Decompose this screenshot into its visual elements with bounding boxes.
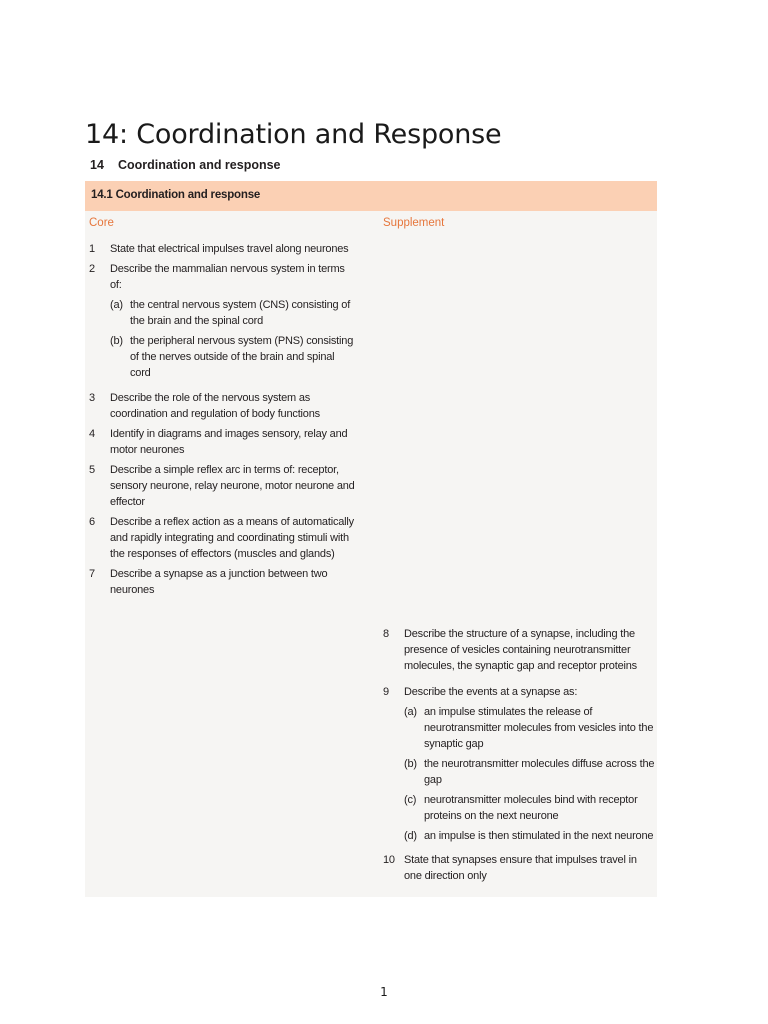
- objective-number: 5: [89, 464, 95, 476]
- objective-text: Identify in diagrams and images sensory, relay and motor neurones: [110, 428, 348, 456]
- objective-number: 2: [89, 263, 95, 275]
- objective-text: Describe a synapse as a junction between two neurones: [110, 568, 328, 596]
- syllabus-table: [85, 181, 657, 897]
- subpoint-label: (c): [404, 794, 417, 806]
- page-number: 1: [380, 985, 388, 999]
- page-title: 14: Coordination and Response: [85, 119, 502, 150]
- objective-number: 1: [89, 243, 95, 255]
- objective-number: 3: [89, 392, 95, 404]
- subpoint-label: (b): [404, 758, 417, 770]
- core-column-heading: Core: [89, 217, 114, 229]
- subpoint-text: an impulse stimulates the release of neurotransmitter molecules from vesicles into the synaptic gap: [424, 706, 654, 750]
- objective-text: Describe a simple reflex arc in terms of: receptor, sensory neurone, relay neurone, motor neurone and effector: [110, 464, 355, 508]
- objective-number: 6: [89, 516, 95, 528]
- core-objective: [89, 261, 357, 381]
- subpoint-text: an impulse is then stimulated in the next neurone: [424, 830, 654, 842]
- objective-subpoint: [404, 756, 657, 788]
- subpoint-text: the peripheral nervous system (PNS) consisting of the nerves outside of the brain and spinal cord: [130, 335, 354, 379]
- objective-number: 10: [383, 854, 395, 866]
- core-objective: [89, 426, 357, 458]
- objective-number: 7: [89, 568, 95, 580]
- objective-subpoint: [404, 792, 657, 824]
- subpoint-text: the central nervous system (CNS) consisting of the brain and the spinal cord: [130, 299, 351, 327]
- section-number: 14: [90, 158, 104, 172]
- subpoint-label: (a): [110, 299, 123, 311]
- objective-text: Describe the role of the nervous system as coordination and regulation of body functions: [110, 392, 320, 420]
- subpoint-text: neurotransmitter molecules bind with receptor proteins on the next neurone: [424, 794, 638, 822]
- objective-subpoint: [110, 333, 357, 381]
- objective-text: Describe the mammalian nervous system in terms of:: [110, 263, 345, 291]
- objective-text: Describe the events at a synapse as:: [404, 686, 578, 698]
- subsection-band: [85, 181, 657, 211]
- supplement-objective: [383, 852, 657, 884]
- core-objective: [89, 566, 357, 598]
- supplement-column-heading: Supplement: [383, 217, 445, 229]
- subpoint-label: (b): [110, 335, 123, 347]
- core-objective: [89, 241, 357, 257]
- supplement-column: [383, 626, 657, 889]
- core-objective: [89, 390, 357, 422]
- core-column: [89, 241, 357, 603]
- objective-text: State that synapses ensure that impulses travel in one direction only: [404, 854, 637, 882]
- subpoint-label: (a): [404, 706, 417, 718]
- section-title: Coordination and response: [118, 158, 281, 172]
- core-objective: [89, 462, 357, 510]
- objective-text: State that electrical impulses travel along neurones: [110, 243, 349, 255]
- core-objective: [89, 514, 357, 562]
- section-heading: [90, 158, 281, 172]
- supplement-objective: [383, 684, 657, 844]
- syllabus-excerpt: [85, 153, 657, 897]
- objective-text: Describe a reflex action as a means of automatically and rapidly integrating and coordinating stimuli with the responses of effectors (muscles and glands): [110, 516, 354, 560]
- supplement-objective: [383, 626, 657, 674]
- subsection-title: 14.1 Coordination and response: [91, 189, 261, 201]
- subpoint-text: the neurotransmitter molecules diffuse across the gap: [424, 758, 655, 786]
- objective-number: 8: [383, 628, 389, 640]
- objective-subpoint: [404, 828, 657, 844]
- objective-text: Describe the structure of a synapse, including the presence of vesicles containing neurotransmitter molecules, the synaptic gap and receptor proteins: [404, 628, 637, 672]
- objective-subpoint: [110, 297, 357, 329]
- subpoint-label: (d): [404, 830, 417, 842]
- objective-subpoint: [404, 704, 657, 752]
- objective-number: 4: [89, 428, 95, 440]
- objective-number: 9: [383, 686, 389, 698]
